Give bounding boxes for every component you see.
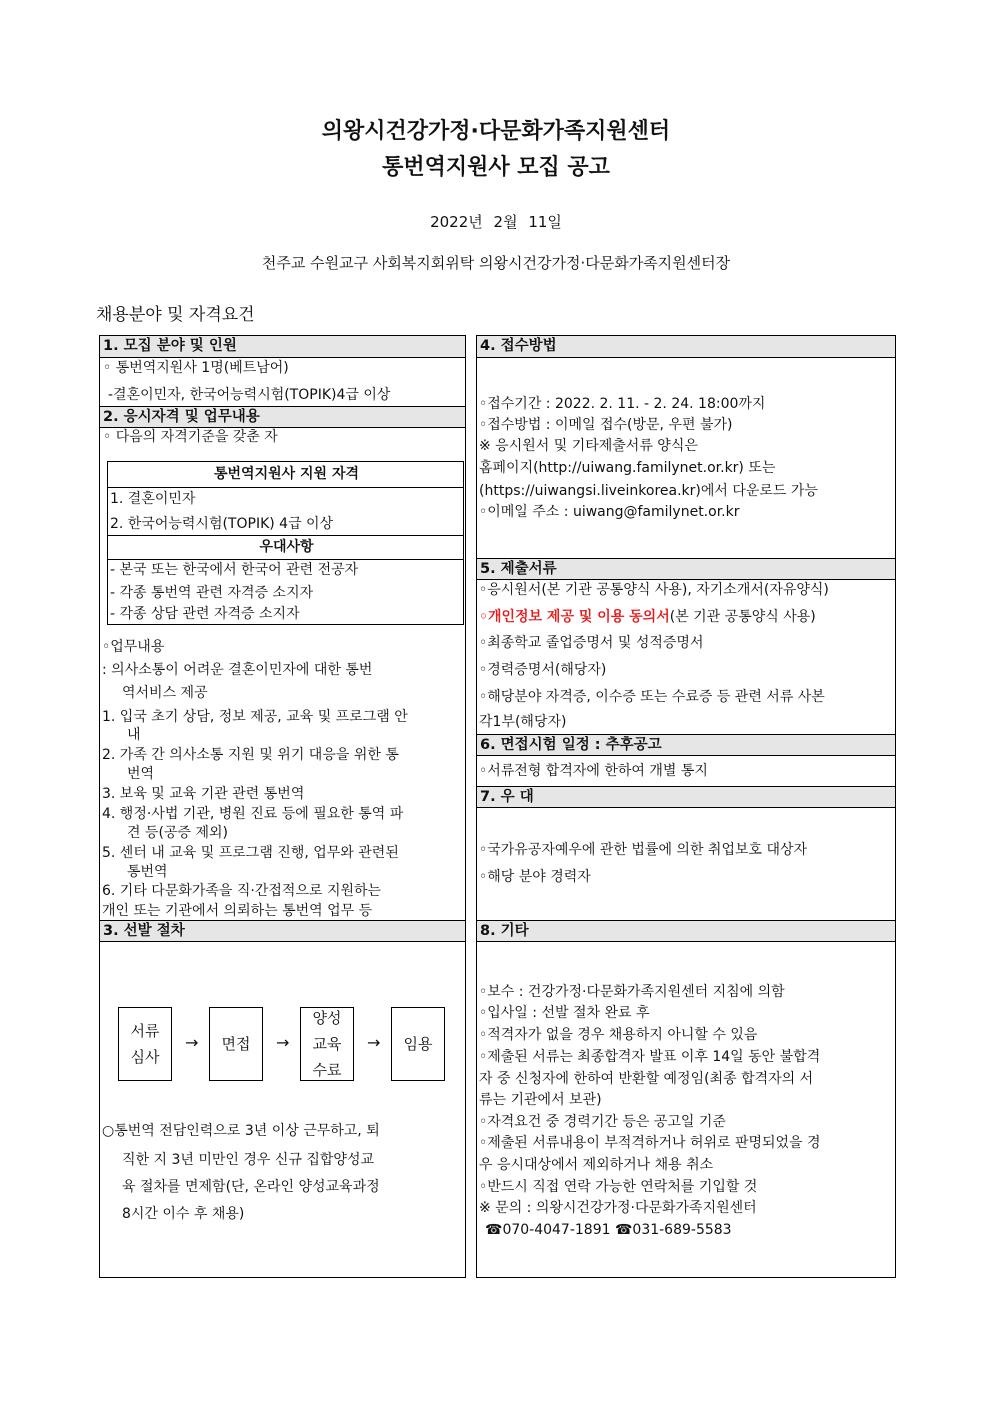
s4-line-5: (https://uiwangsi.liveinkorea.kr)에서 다운로드 가능 bbox=[479, 483, 818, 499]
s8-line-6: 류는 기관에서 보관) bbox=[479, 1092, 602, 1108]
duty-4-b: 견 등(공증 제외) bbox=[127, 825, 228, 841]
left-column bbox=[99, 335, 466, 1278]
arrow-right-icon: → bbox=[276, 1033, 290, 1052]
step-training bbox=[300, 1007, 354, 1081]
s8-line-9: 우 응시대상에서 제외하거나 채용 취소 bbox=[479, 1157, 714, 1173]
right-column bbox=[476, 335, 896, 1278]
s4-line-1: ◦접수기간 : 2022. 2. 11. - 2. 24. 18:00까지 bbox=[479, 396, 766, 412]
qualification-2: 2. 한국어능력시험(TOPIK) 4급 이상 bbox=[110, 516, 334, 532]
section-7-header: 7. 우 대 bbox=[477, 786, 895, 808]
duties-title: ◦업무내용 bbox=[102, 639, 165, 655]
notice-title-line2: 통번역지원사 모집 공고 bbox=[382, 155, 610, 180]
selection-note-1: ○통번역 전담인력으로 3년 이상 근무하고, 퇴 bbox=[102, 1123, 380, 1139]
qualification-1: 1. 결혼이민자 bbox=[110, 491, 196, 507]
section-3-header: 3. 선발 절차 bbox=[100, 920, 465, 942]
qualification-box bbox=[107, 461, 464, 625]
qualification-box-header: 통번역지원사 지원 자격 bbox=[108, 462, 463, 488]
issuing-organization: 천주교 수원교구 사회복지회위탁 의왕시건강가정·다문화가족지원센터장 bbox=[261, 254, 731, 272]
s1-line-2: -결혼이민자, 한국어능력시험(TOPIK)4급 이상 bbox=[108, 387, 391, 403]
s8-line-2: ◦입사일 : 선발 절차 완료 후 bbox=[479, 1005, 650, 1021]
s7-line-2: ◦해당 분야 경력자 bbox=[479, 869, 591, 885]
s5-line-4: ◦경력증명서(해당자) bbox=[479, 662, 607, 678]
s8-phone-numbers: ☎070-4047-1891 ☎031-689-5583 bbox=[485, 1222, 732, 1238]
s8-line-8: ◦제출된 서류내용이 부적격하거나 허위로 판명되었을 경 bbox=[479, 1135, 821, 1151]
preference-1: - 본국 또는 한국에서 한국어 관련 전공자 bbox=[110, 562, 359, 578]
duty-2-a: 2. 가족 간 의사소통 지원 및 위기 대응을 위한 통 bbox=[102, 747, 399, 763]
duty-5-b: 통번역 bbox=[127, 864, 168, 880]
s5-line-2 bbox=[479, 608, 816, 626]
duty-2-b: 번역 bbox=[127, 766, 155, 782]
selection-note-2: 직한 지 3년 미만인 경우 신규 집합양성교 bbox=[122, 1152, 374, 1168]
duty-1-b: 내 bbox=[127, 727, 141, 743]
s4-line-2: ◦접수방법 : 이메일 접수(방문, 우편 불가) bbox=[479, 417, 733, 433]
s8-line-5: 자 중 신청자에 한하여 반환할 예정임(최종 합격자의 서 bbox=[479, 1071, 814, 1087]
step-training-line3: 수료 bbox=[312, 1061, 342, 1079]
s4-line-3: ※ 응시원서 및 기타제출서류 양식은 bbox=[479, 438, 698, 454]
duty-5-a: 5. 센터 내 교육 및 프로그램 진행, 업무와 관련된 bbox=[102, 845, 399, 861]
s1-line-1: ◦ 통번역지원사 1명(베트남어) bbox=[103, 360, 289, 376]
section-6-header: 6. 면접시험 일정 : 추후공고 bbox=[477, 734, 895, 756]
s4-line-4: 홈페이지(http://uiwang.familynet.or.kr) 또는 bbox=[479, 460, 776, 476]
arrow-right-icon: → bbox=[367, 1033, 381, 1052]
s5-line-1: ◦응시원서(본 기관 공통양식 사용), 자기소개서(자유양식) bbox=[479, 582, 829, 598]
selection-note-3: 육 절차를 면제함(단, 온라인 양성교육과정 bbox=[122, 1179, 380, 1195]
section-8-header: 8. 기타 bbox=[477, 920, 895, 942]
s5-line-5: ◦해당분야 자격증, 이수증 또는 수료증 등 관련 서류 사본 bbox=[479, 689, 825, 705]
section-4-header: 4. 접수방법 bbox=[477, 336, 895, 358]
section-1-header: 1. 모집 분야 및 인원 bbox=[100, 336, 465, 358]
section-heading: 채용분야 및 자격요건 bbox=[96, 305, 255, 325]
s5-line-2-rest: (본 기관 공통양식 사용) bbox=[669, 609, 816, 625]
step-training-line2: 교육 bbox=[312, 1035, 342, 1053]
s4-email: ◦이메일 주소 : uiwang@familynet.or.kr bbox=[479, 504, 740, 520]
s7-line-1: ◦국가유공자예우에 관한 법률에 의한 취업보호 대상자 bbox=[479, 842, 808, 858]
duty-4-a: 4. 행정·사법 기관, 병원 진료 등에 필요한 통역 파 bbox=[102, 806, 404, 822]
step-document-review-line1: 서류 bbox=[130, 1022, 160, 1040]
step-interview bbox=[209, 1007, 263, 1081]
s8-line-3: ◦적격자가 없을 경우 채용하지 아니할 수 있음 bbox=[479, 1027, 758, 1043]
step-appointment-label: 임용 bbox=[403, 1035, 433, 1053]
step-document-review bbox=[118, 1007, 172, 1081]
duty-3: 3. 보육 및 교육 기관 관련 통번역 bbox=[102, 786, 305, 802]
preference-header: 우대사항 bbox=[108, 535, 463, 560]
s6-line-1: ◦서류전형 합격자에 한하여 개별 통지 bbox=[479, 763, 708, 779]
s5-consent-form-highlight: ◦개인정보 제공 및 이용 동의서 bbox=[479, 609, 670, 625]
s8-line-7: ◦자격요건 중 경력기간 등은 공고일 기준 bbox=[479, 1114, 726, 1130]
s5-line-3: ◦최종학교 졸업증명서 및 성적증명서 bbox=[479, 635, 704, 651]
duty-6-a: 6. 기타 다문화가족을 직·간접적으로 지원하는 bbox=[102, 883, 382, 899]
s8-contact-label: ※ 문의 : 의왕시건강가정·다문화가족지원센터 bbox=[479, 1200, 757, 1216]
duty-6-b: 개인 또는 기관에서 의뢰하는 통번역 업무 등 bbox=[102, 903, 373, 919]
s8-line-10: ◦반드시 직접 연락 가능한 연락처를 기입할 것 bbox=[479, 1179, 758, 1195]
selection-note-4: 8시간 이수 후 채용) bbox=[122, 1206, 245, 1222]
step-appointment bbox=[391, 1007, 445, 1081]
section-2-header: 2. 응시자격 및 업무내용 bbox=[100, 406, 465, 428]
preference-3: - 각종 상담 관련 자격증 소지자 bbox=[110, 606, 300, 622]
s8-line-4: ◦제출된 서류는 최종합격자 발표 이후 14일 동안 불합격 bbox=[479, 1049, 821, 1065]
duty-1-a: 1. 입국 초기 상담, 정보 제공, 교육 및 프로그램 안 bbox=[102, 709, 408, 725]
section-5-header: 5. 제출서류 bbox=[477, 558, 895, 580]
arrow-right-icon: → bbox=[185, 1033, 199, 1052]
preference-2: - 각종 통번역 관련 자격증 소지자 bbox=[110, 585, 314, 601]
step-interview-label: 면접 bbox=[221, 1035, 251, 1053]
notice-title-line1: 의왕시건강가정·다문화가족지원센터 bbox=[321, 119, 671, 144]
notice-date: 2022년 2월 11일 bbox=[430, 213, 562, 231]
step-training-line1: 양성 bbox=[312, 1009, 342, 1027]
s2-intro: ◦ 다음의 자격기준을 갖춘 자 bbox=[103, 429, 278, 445]
s8-line-1: ◦보수 : 건강가정·다문화가족지원센터 지침에 의함 bbox=[479, 984, 785, 1000]
duty-0-a: : 의사소통이 어려운 결혼이민자에 대한 통번 bbox=[102, 662, 373, 678]
duty-0-b: 역서비스 제공 bbox=[122, 685, 208, 701]
s5-line-6: 각1부(해당자) bbox=[479, 714, 567, 730]
step-document-review-line2: 심사 bbox=[130, 1048, 160, 1066]
